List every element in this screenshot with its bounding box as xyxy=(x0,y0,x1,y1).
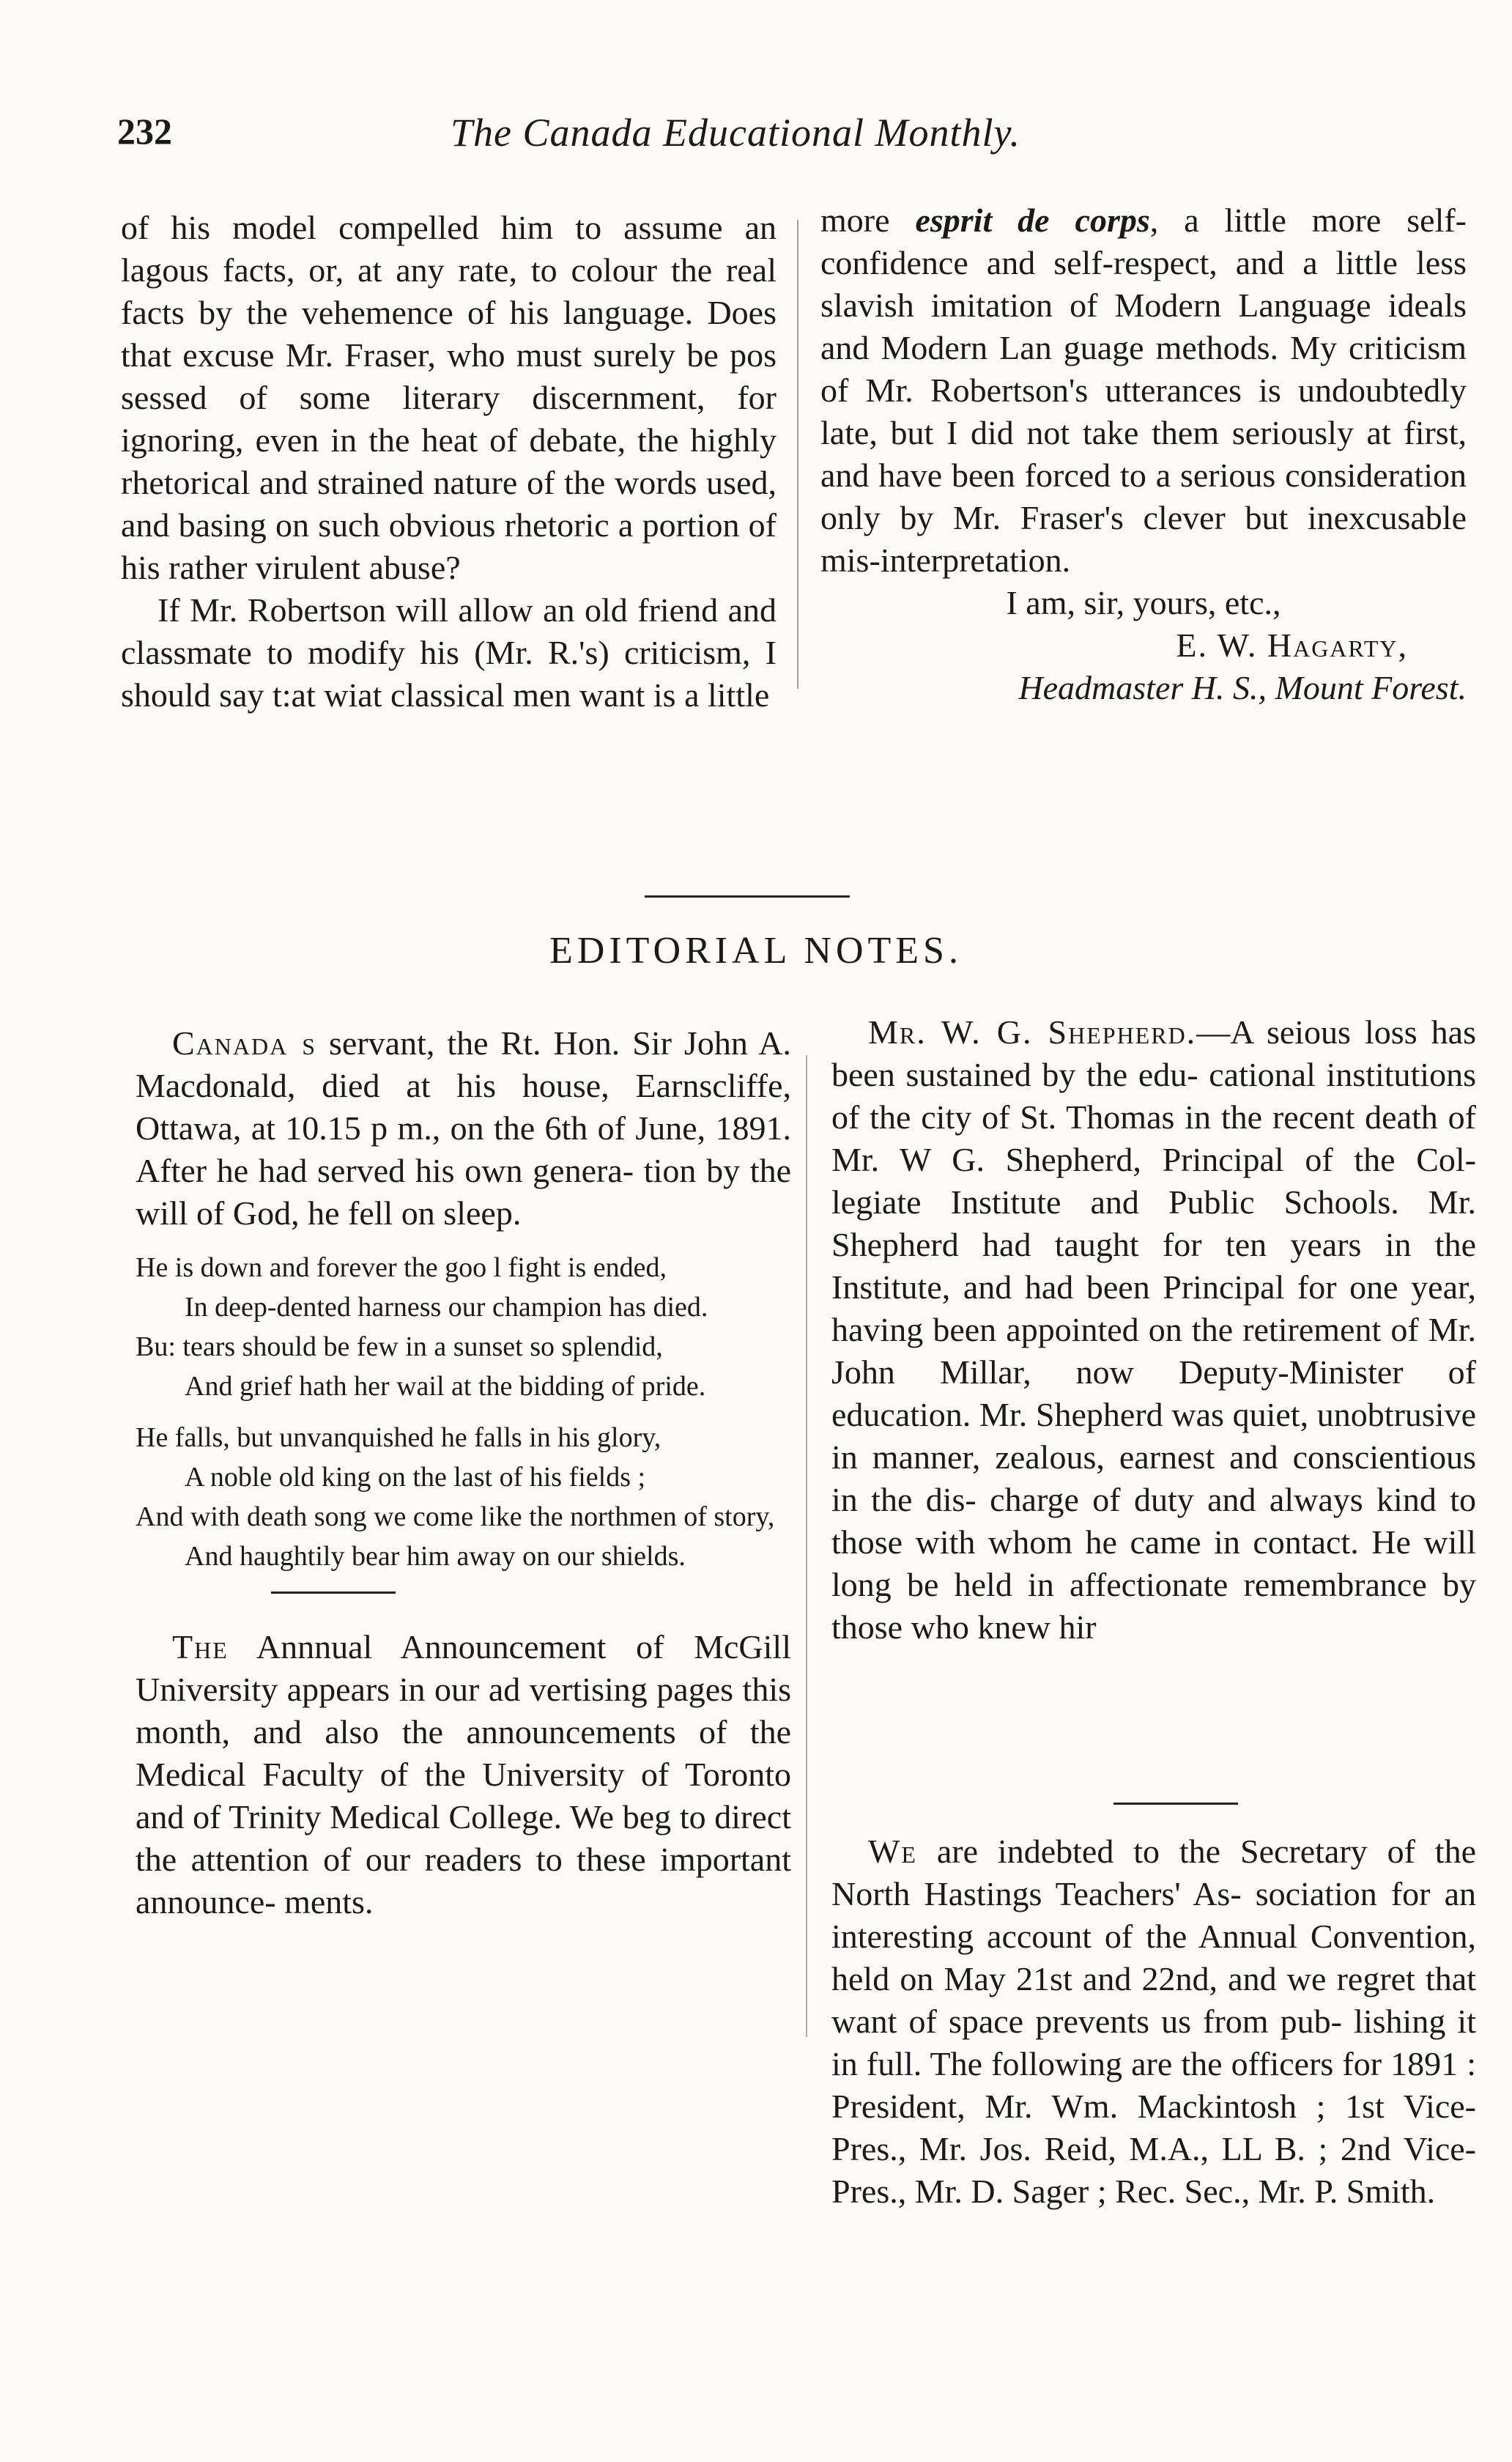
column-divider xyxy=(806,1055,807,2037)
editorial-column-right xyxy=(831,1011,1476,1649)
italic-phrase: esprit de corps xyxy=(915,202,1150,239)
letter-column-right xyxy=(820,199,1467,709)
signature-title: Headmaster H. S., Mount Forest. xyxy=(1018,669,1467,706)
poem-stanza xyxy=(136,1251,791,1403)
editorial-column-right-lower xyxy=(831,1830,1476,2213)
poem-line: Bu: tears should be few in a sunset so splendid, xyxy=(136,1331,663,1362)
letter-column-left xyxy=(121,207,777,717)
poem-line: In deep-dented harness our champion has died. xyxy=(185,1292,708,1323)
poem-stanza xyxy=(136,1421,791,1607)
page-number: 232 xyxy=(117,111,172,152)
poem-line: He falls, but unvanquished he falls in his glory, xyxy=(136,1422,662,1453)
macdonald-paragraph: Canada s servant, the Rt. Hon. Sir John A. Macdonald, died at his house, Earnscliffe, Ottawa, at 10.15 p m., on the 6th of June, 1891. After he had served his own genera- tion by the will of God, he fell on sleep. xyxy=(136,1024,791,1232)
short-divider-rule xyxy=(1113,1803,1238,1805)
poem-line: A noble old king on the last of his fields ; xyxy=(185,1462,646,1493)
mcgill-paragraph: The Annnual Announcement of McGill University appears in our ad vertising pages this month, and also the announcements of the Medical Faculty of the University of Toronto and of Trinity Medical College. We beg to direct the attention of our readers to these important announce- ments. xyxy=(136,1628,791,1921)
editorial-column-left xyxy=(136,1022,791,1923)
letter-paragraph: If Mr. Robertson will allow an old friend and classmate to modify his (Mr. R.'s) criticism, I should say t:at wiat classical men want is a little xyxy=(121,591,777,714)
letter-paragraph: of his model compelled him to assume an lagous facts, or, at any rate, to colour the real facts by the vehemence of his language. Does that excuse Mr. Fraser, who must surely be pos sessed of some literary discernment, for ignoring, even in the heat of debate, the highly rhetorical and strained nature of the words used, and basing on such obvious rhetoric a portion of his rather virulent abuse? xyxy=(121,209,777,586)
memorial-poem xyxy=(136,1251,791,1607)
column-divider xyxy=(797,220,798,689)
letter-signoff: I am, sir, yours, etc., xyxy=(1006,584,1281,621)
signature-name: E. W. Hagarty, xyxy=(1176,626,1408,664)
poem-line: And grief hath her wail at the bidding of pride. xyxy=(185,1371,706,1402)
running-head xyxy=(117,110,1465,169)
poem-line: And with death song we come like the northmen of story, xyxy=(136,1501,775,1532)
short-divider-rule xyxy=(271,1592,396,1594)
section-title: EDITORIAL NOTES. xyxy=(549,930,963,972)
letter-paragraph: more esprit de corps, a little more self-confidence and self-respect, and a little less slavish imitation of Modern Language ideals and Modern Lan guage methods. My criticism of Mr. Robertson's utterances is undoubtedly late, but I did not take them seriously at first, and have been forced to a serious consideration only by Mr. Fraser's clever but inexcusable mis-interpretation. xyxy=(820,202,1467,579)
section-divider-rule xyxy=(645,895,850,898)
poem-line: And haughtily bear him away on our shields. xyxy=(168,1539,791,1607)
shepherd-paragraph: Mr. W. G. Shepherd.—A seious loss has been sustained by the edu- cational institutions of the city of St. Thomas in the recent death of Mr. W G. Shepherd, Principal of the Col- legiate Institute and Public Schools. Mr. Shepherd had taught for ten years in the Institute, and had been Principal for one year, having been appointed on the retirement of Mr. John Millar, now Deputy-Minister of education. Mr. Shepherd was quiet, unobtrusive in manner, zealous, earnest and conscientious in the dis- charge of duty and always kind to those with whom he came in contact. He will long be held in affectionate remembrance by those who knew hir xyxy=(831,1013,1476,1646)
poem-line: He is down and forever the goo l fight is ended, xyxy=(136,1252,667,1283)
journal-title: The Canada Educational Monthly. xyxy=(451,111,1020,155)
north-hastings-paragraph: We are indebted to the Secretary of the North Hastings Teachers' As- sociation for an interesting account of the Annual Convention, held on May 21st and 22nd, and we regret that want of space prevents us from pub- lishing it in full. The following are the officers for 1891 : President, Mr. Wm. Mackintosh ; 1st Vice-Pres., Mr. Jos. Reid, M.A., LL B. ; 2nd Vice-Pres., Mr. D. Sager ; Rec. Sec., Mr. P. Smith. xyxy=(831,1833,1476,2210)
